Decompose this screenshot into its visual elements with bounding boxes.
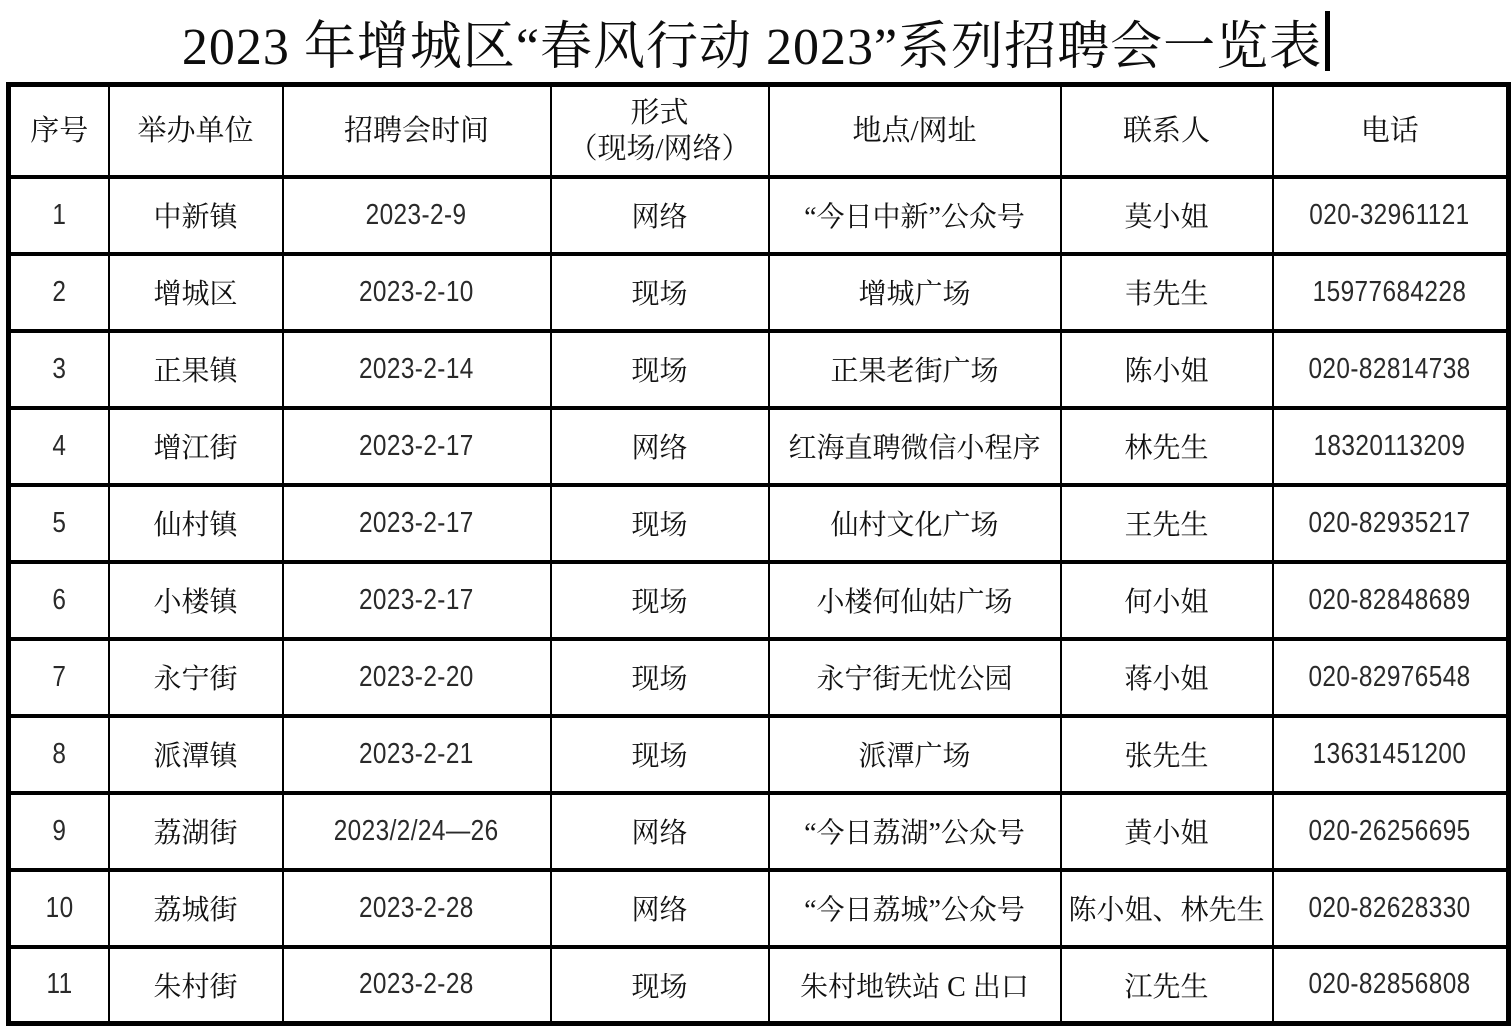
- fair-time: 2023-2-10: [359, 275, 474, 308]
- row-index: 10: [45, 891, 74, 924]
- cell-index: [9, 177, 109, 254]
- cell-time: [283, 716, 551, 793]
- table-row: [9, 331, 1509, 408]
- col-header-location: [769, 85, 1061, 177]
- col-header-contact: [1061, 85, 1273, 177]
- cell-location: [769, 947, 1061, 1024]
- col-header-phone: [1273, 85, 1509, 177]
- phone-number: 020-82628330: [1308, 891, 1471, 924]
- cell-format: [551, 947, 769, 1024]
- fair-location: 仙村文化广场: [830, 510, 999, 541]
- cell-contact: [1061, 408, 1273, 485]
- table-row: [9, 562, 1509, 639]
- organizer: 正果镇: [153, 356, 238, 387]
- col-header-time-label: 招聘会时间: [343, 114, 489, 147]
- cell-contact: [1061, 793, 1273, 870]
- contact-person: 张先生: [1124, 741, 1209, 772]
- fair-time: 2023-2-17: [359, 583, 474, 616]
- phone-number: 020-82848689: [1308, 583, 1471, 616]
- cell-phone: [1273, 793, 1509, 870]
- cell-phone: [1273, 716, 1509, 793]
- fair-time: 2023-2-9: [366, 198, 467, 231]
- cell-contact: [1061, 485, 1273, 562]
- contact-person: 韦先生: [1124, 279, 1209, 310]
- cell-index: [9, 870, 109, 947]
- table-row: [9, 485, 1509, 562]
- phone-number: 020-82814738: [1308, 352, 1471, 385]
- cell-contact: [1061, 562, 1273, 639]
- fair-format: 现场: [631, 587, 688, 618]
- row-index: 4: [52, 429, 67, 462]
- cell-format: [551, 254, 769, 331]
- col-header-organizer-label: 举办单位: [137, 114, 254, 147]
- cell-organizer: [109, 947, 283, 1024]
- phone-number: 020-82856808: [1308, 968, 1471, 1001]
- table-body: [9, 177, 1509, 1024]
- cell-organizer: [109, 716, 283, 793]
- col-header-organizer: [109, 85, 283, 177]
- fair-location: 朱村地铁站 C 出口: [800, 971, 1029, 1003]
- cell-contact: [1061, 254, 1273, 331]
- cell-index: [9, 793, 109, 870]
- cell-index: [9, 331, 109, 408]
- row-index: 7: [52, 660, 67, 693]
- cell-organizer: [109, 177, 283, 254]
- fair-time: 2023-2-20: [359, 660, 474, 693]
- fair-time: 2023-2-17: [359, 429, 474, 462]
- cell-organizer: [109, 331, 283, 408]
- cell-phone: [1273, 562, 1509, 639]
- cell-time: [283, 793, 551, 870]
- row-index: 6: [52, 583, 67, 616]
- cell-time: [283, 639, 551, 716]
- phone-number: 020-32961121: [1309, 198, 1470, 231]
- cell-phone: [1273, 947, 1509, 1024]
- fair-format: 网络: [631, 895, 688, 926]
- cell-index: [9, 485, 109, 562]
- cell-location: [769, 408, 1061, 485]
- col-header-location-label: 地点/网址: [852, 114, 977, 147]
- cell-format: [551, 485, 769, 562]
- cell-contact: [1061, 870, 1273, 947]
- cell-contact: [1061, 947, 1273, 1024]
- contact-person: 陈小姐: [1124, 356, 1209, 387]
- contact-person: 江先生: [1124, 971, 1209, 1003]
- cell-format: [551, 408, 769, 485]
- cell-format: [551, 870, 769, 947]
- cell-time: [283, 331, 551, 408]
- cell-location: [769, 793, 1061, 870]
- table-row: [9, 716, 1509, 793]
- organizer: 增江街: [153, 433, 238, 464]
- cell-organizer: [109, 485, 283, 562]
- cell-location: [769, 562, 1061, 639]
- table-row: [9, 870, 1509, 947]
- contact-person: 何小姐: [1124, 587, 1209, 618]
- cell-organizer: [109, 254, 283, 331]
- fair-time: 2023-2-21: [359, 737, 474, 770]
- fair-format: 现场: [631, 971, 688, 1003]
- organizer: 永宁街: [153, 664, 238, 695]
- cell-organizer: [109, 408, 283, 485]
- organizer: 朱村街: [153, 971, 238, 1003]
- cell-index: [9, 254, 109, 331]
- contact-person: 蒋小姐: [1124, 664, 1209, 695]
- fair-time: 2023/2/24—26: [334, 814, 499, 847]
- phone-number: 020-26256695: [1308, 814, 1471, 847]
- cell-location: [769, 254, 1061, 331]
- cell-format: [551, 331, 769, 408]
- cell-location: [769, 639, 1061, 716]
- fair-format: 现场: [631, 741, 688, 772]
- cell-time: [283, 254, 551, 331]
- cell-format: [551, 177, 769, 254]
- cell-location: [769, 331, 1061, 408]
- fair-time: 2023-2-28: [359, 968, 474, 1001]
- contact-person: 莫小姐: [1124, 202, 1209, 233]
- contact-person: 王先生: [1124, 510, 1209, 541]
- cell-format: [551, 716, 769, 793]
- cell-phone: [1273, 408, 1509, 485]
- cell-time: [283, 947, 551, 1024]
- fair-location: 小楼何仙姑广场: [816, 587, 1013, 618]
- col-header-format-line2: （现场/网络）: [568, 132, 751, 165]
- cell-time: [283, 870, 551, 947]
- phone-number: 020-82976548: [1308, 660, 1471, 693]
- cell-phone: [1273, 485, 1509, 562]
- phone-number: 15977684228: [1312, 275, 1467, 308]
- row-index: 8: [52, 737, 67, 770]
- fair-format: 网络: [631, 202, 688, 233]
- organizer: 中新镇: [153, 202, 238, 233]
- cell-organizer: [109, 870, 283, 947]
- fair-format: 现场: [631, 279, 688, 310]
- row-index: 1: [52, 198, 67, 231]
- fair-location: 正果老街广场: [830, 356, 999, 387]
- contact-person: 陈小姐、林先生: [1068, 895, 1265, 926]
- table-header: [9, 85, 1509, 177]
- fair-time: 2023-2-14: [359, 352, 474, 385]
- organizer: 荔湖街: [153, 818, 238, 849]
- table-row: [9, 408, 1509, 485]
- row-index: 11: [46, 968, 73, 1001]
- contact-person: 黄小姐: [1124, 818, 1209, 849]
- col-header-phone-label: 电话: [1360, 114, 1419, 147]
- phone-number: 18320113209: [1313, 429, 1466, 462]
- cell-contact: [1061, 716, 1273, 793]
- row-index: 5: [52, 506, 67, 539]
- cell-phone: [1273, 639, 1509, 716]
- job-fair-table: [6, 82, 1511, 1026]
- cell-location: [769, 716, 1061, 793]
- cell-location: [769, 870, 1061, 947]
- cell-time: [283, 408, 551, 485]
- col-header-time: [283, 85, 551, 177]
- fair-format: 网络: [631, 433, 688, 464]
- fair-format: 现场: [631, 664, 688, 695]
- cell-phone: [1273, 254, 1509, 331]
- page-title: 2023 年增城区“春风行动 2023”系列招聘会一览表: [181, 18, 1323, 76]
- cell-phone: [1273, 177, 1509, 254]
- fair-time: 2023-2-28: [359, 891, 474, 924]
- cell-phone: [1273, 870, 1509, 947]
- cell-format: [551, 562, 769, 639]
- cell-phone: [1273, 331, 1509, 408]
- fair-location: “今日中新”公众号: [804, 202, 1025, 233]
- table-row: [9, 793, 1509, 870]
- fair-location: 永宁街无忧公园: [816, 664, 1013, 695]
- table-row: [9, 254, 1509, 331]
- fair-time: 2023-2-17: [359, 506, 474, 539]
- cell-index: [9, 562, 109, 639]
- col-header-index: [9, 85, 109, 177]
- title-row: [0, 0, 1512, 82]
- col-header-format-line1: 形式: [630, 96, 689, 129]
- organizer: 派潭镇: [153, 741, 238, 772]
- row-index: 2: [52, 275, 67, 308]
- table-row: [9, 177, 1509, 254]
- cell-contact: [1061, 331, 1273, 408]
- col-header-format: [551, 85, 769, 177]
- table-row: [9, 639, 1509, 716]
- organizer: 仙村镇: [153, 510, 238, 541]
- cell-format: [551, 793, 769, 870]
- phone-number: 020-82935217: [1308, 506, 1471, 539]
- organizer: 增城区: [153, 279, 238, 310]
- fair-format: 网络: [631, 818, 688, 849]
- cell-index: [9, 639, 109, 716]
- cell-index: [9, 408, 109, 485]
- fair-location: 红海直聘微信小程序: [788, 433, 1041, 464]
- cell-organizer: [109, 793, 283, 870]
- cell-organizer: [109, 639, 283, 716]
- cell-contact: [1061, 639, 1273, 716]
- col-header-index-label: 序号: [30, 114, 89, 147]
- cell-organizer: [109, 562, 283, 639]
- cell-time: [283, 562, 551, 639]
- phone-number: 13631451200: [1312, 737, 1467, 770]
- fair-location: 增城广场: [858, 279, 971, 310]
- organizer: 小楼镇: [153, 587, 238, 618]
- fair-location: 派潭广场: [858, 741, 971, 772]
- fair-location: “今日荔湖”公众号: [804, 818, 1025, 849]
- row-index: 3: [52, 352, 67, 385]
- header-row: [9, 85, 1509, 177]
- cell-index: [9, 716, 109, 793]
- fair-location: “今日荔城”公众号: [804, 895, 1025, 926]
- col-header-contact-label: 联系人: [1122, 114, 1210, 147]
- cell-index: [9, 947, 109, 1024]
- contact-person: 林先生: [1124, 433, 1209, 464]
- cell-location: [769, 177, 1061, 254]
- organizer: 荔城街: [153, 895, 238, 926]
- cell-format: [551, 639, 769, 716]
- fair-format: 现场: [631, 356, 688, 387]
- row-index: 9: [52, 814, 67, 847]
- cell-contact: [1061, 177, 1273, 254]
- table-row: [9, 947, 1509, 1024]
- cell-time: [283, 177, 551, 254]
- cell-location: [769, 485, 1061, 562]
- cell-time: [283, 485, 551, 562]
- text-cursor: [1325, 11, 1330, 71]
- fair-format: 现场: [631, 510, 688, 541]
